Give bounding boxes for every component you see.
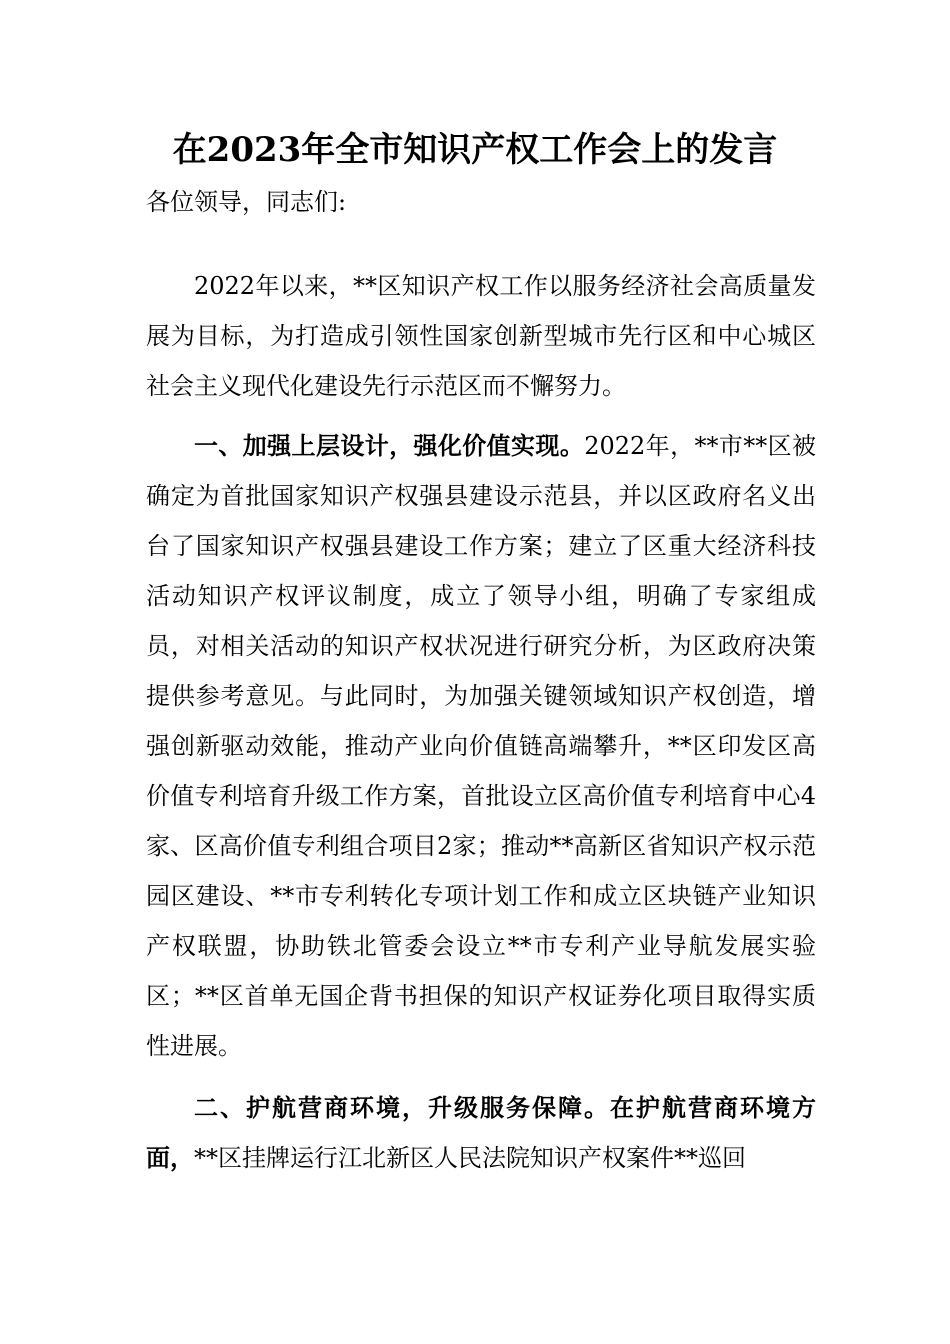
paragraph-section-1: [146, 421, 816, 1071]
section-heading: 一、加强上层设计，强化价值实现。: [194, 431, 585, 460]
paragraph-text: 2022年，**市**区被确定为首批国家知识产权强县建设示范县，并以区政府名义出台了国家知识产权强县建设工作方案；建立了区重大经济科技活动知识产权评议制度，成立了领导小组，明确了专家组成员，对相关活动的知识产权状况进行研究分析，为区政府决策提供参考意见。与此同时，为加强关键领域知识产权创造，增强创新驱动效能，推动产业向价值链高端攀升，**区印发区高价值专利培育升级工作方案，首批设立区高价值专利培育中心4家、区高价值专利组合项目2家；推动**高新区省知识产权示范园区建设、**市专利转化专项计划工作和成立区块链产业知识产权联盟，协助铁北管委会设立**市专利产业导航发展实验区；**区首单无国企背书担保的知识产权证券化项目取得实质性进展。: [146, 432, 817, 1060]
paragraph-text: 2022年以来，**区知识产权工作以服务经济社会高质量发展为目标，为打造成引领性国家创新型城市先行区和中心城区社会主义现代化建设先行示范区而不懈努力。: [146, 272, 816, 400]
salutation: 各位领导，同志们:: [146, 188, 347, 216]
section-heading: 二、护航营商环境，升级服务保障。在护航营商环境方面，: [146, 1093, 816, 1172]
paragraph-section-2: [146, 1083, 816, 1183]
paragraph-intro: [146, 261, 816, 411]
document-title: 在2023年全市知识产权工作会上的发言: [172, 130, 778, 170]
paragraph-text: **区挂牌运行江北新区人民法院知识产权案件**巡回: [194, 1144, 746, 1172]
